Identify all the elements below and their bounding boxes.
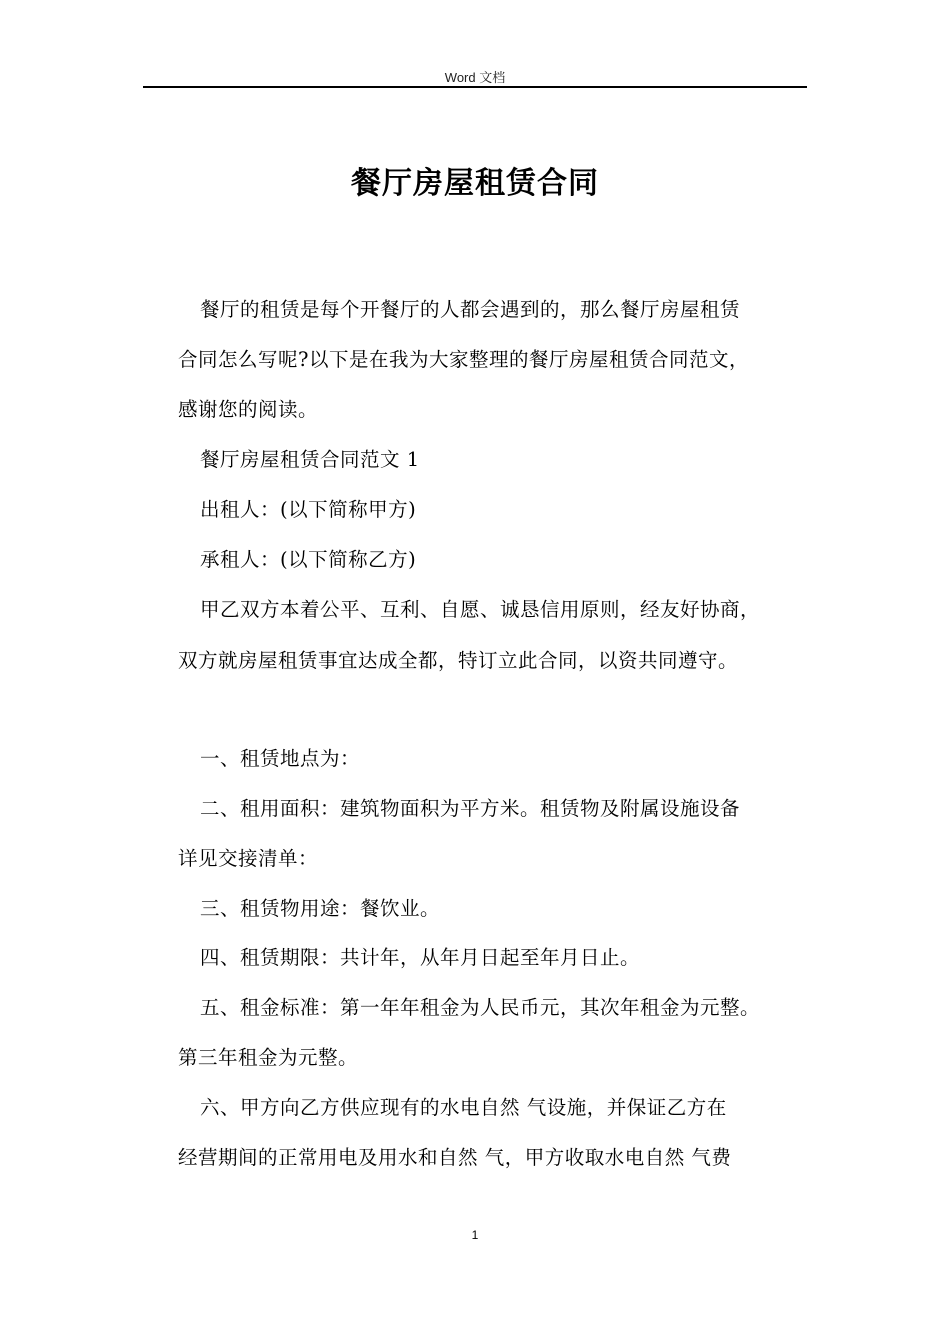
paragraph-line: 经营期间的正常用电及用水和自然 气，甲方收取水电自然 气费	[178, 1146, 732, 1169]
paragraph-line: 出租人：(以下简称甲方)	[200, 498, 417, 521]
paragraph-line: 四、租赁期限：共计年，从年月日起至年月日止。	[200, 946, 641, 969]
paragraph-line: 餐厅的租赁是每个开餐厅的人都会遇到的，那么餐厅房屋租赁	[200, 298, 741, 321]
page-number: 1	[471, 1228, 479, 1242]
paragraph-line: 双方就房屋租赁事宜达成全都，特订立此合同，以资共同遵守。	[178, 649, 739, 672]
paragraph-line: 感谢您的阅读。	[178, 398, 319, 421]
paragraph-line: 二、租用面积：建筑物面积为平方米。租赁物及附属设施设备	[200, 797, 741, 820]
paragraph-line: 餐厅房屋租赁合同范文 1	[200, 448, 420, 471]
paragraph-line: 承租人：(以下简称乙方)	[200, 548, 417, 571]
header-divider	[143, 86, 807, 88]
paragraph-line: 合同怎么写呢?以下是在我为大家整理的餐厅房屋租赁合同范文，	[178, 348, 749, 371]
paragraph-line: 第三年租金为元整。	[178, 1046, 359, 1069]
paragraph-line: 六、甲方向乙方供应现有的水电自然 气设施，并保证乙方在	[200, 1096, 727, 1119]
paragraph-line: 甲乙双方本着公平、互利、自愿、诚恳信用原则，经友好协商，	[200, 598, 761, 621]
paragraph-line: 详见交接清单：	[178, 847, 319, 870]
paragraph-line: 三、租赁物用途：餐饮业。	[200, 897, 441, 920]
document-title: 餐厅房屋租赁合同	[351, 166, 599, 201]
paragraph-line: 一、租赁地点为：	[200, 747, 361, 770]
paragraph-line: 五、租金标准：第一年年租金为人民币元，其次年租金为元整。	[200, 996, 761, 1019]
document-header: Word 文档	[444, 70, 506, 85]
